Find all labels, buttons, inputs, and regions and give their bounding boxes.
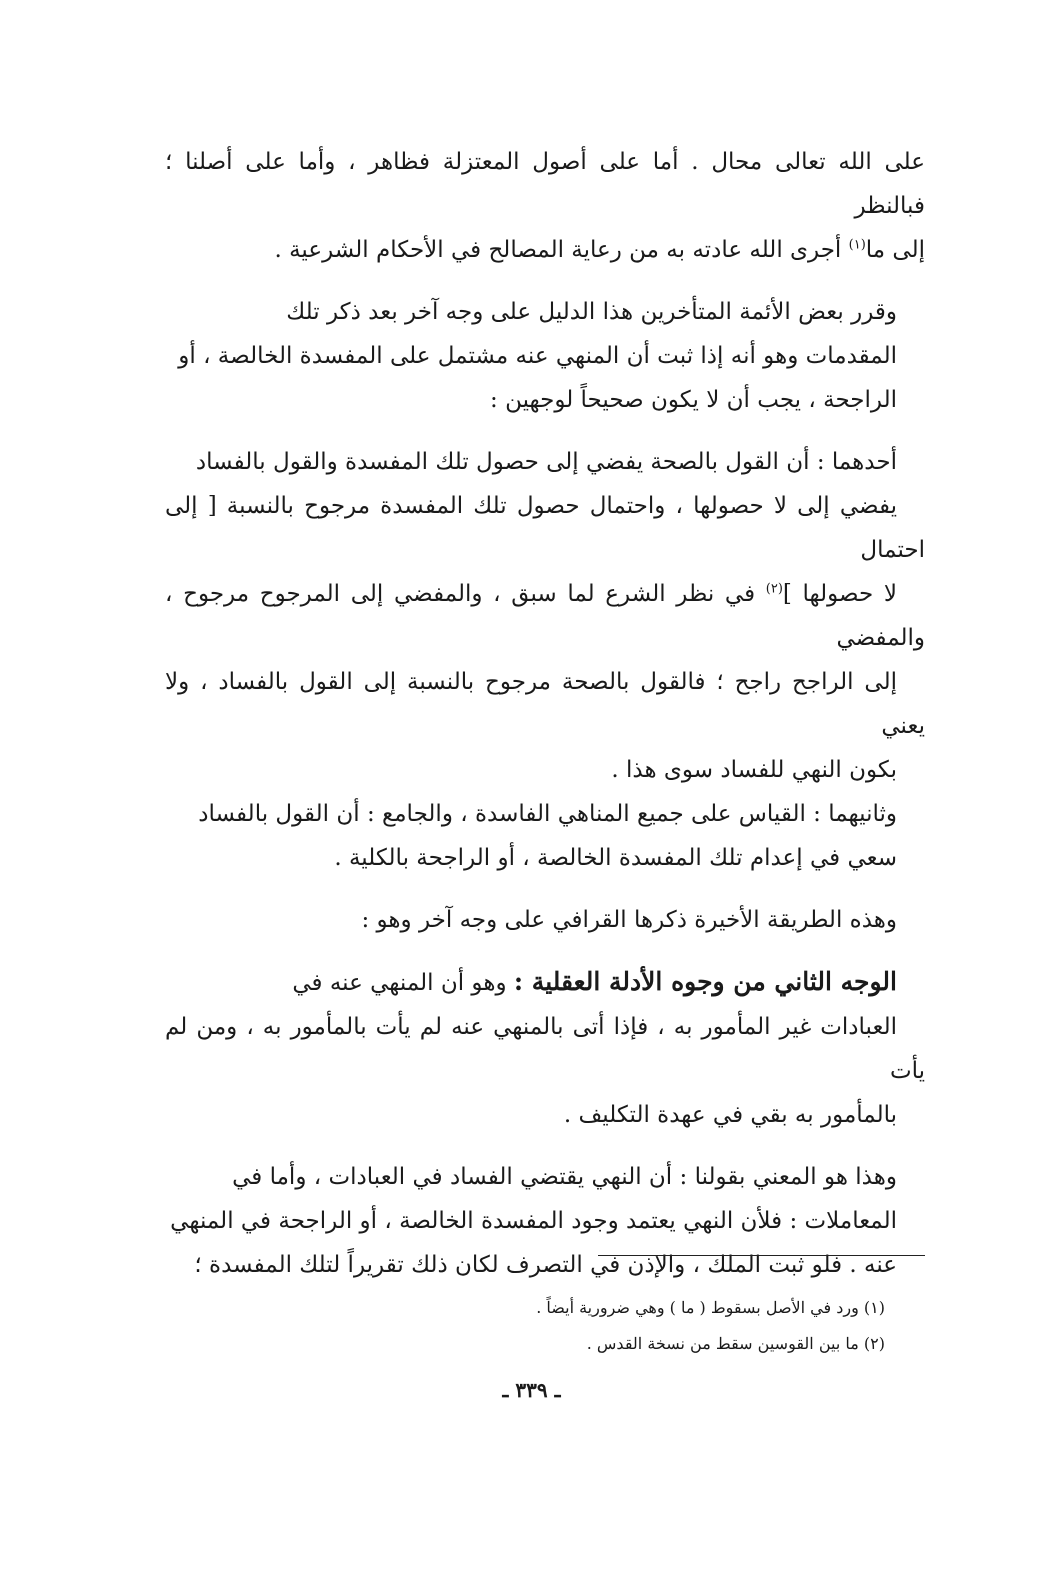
text-line: عنه . فلو ثبت الملك ، والإذن في التصرف لكان ذلك تقريراً لتلك المفسدة ؛ <box>194 1252 897 1278</box>
footnote-marker-2: (٢) <box>765 581 783 597</box>
text-line: على الله تعالى محال . أما على أصول المعتزلة فظاهر ، وأما على أصلنا ؛ فبالنظر <box>165 149 925 219</box>
footnote-1: (١) ورد في الأصل بسقوط ( ما ) وهي ضرورية أيضاً . <box>536 1298 885 1317</box>
paragraph-2 <box>165 290 925 422</box>
text-line: سعي في إعدام تلك المفسدة الخالصة ، أو الراجحة بالكلية . <box>334 845 897 871</box>
text-line: وهذا هو المعني بقولنا : أن النهي يقتضي الفساد في العبادات ، وأما في <box>232 1164 897 1190</box>
text-line: وقرر بعض الأئمة المتأخرين هذا الدليل على وجه آخر بعد ذكر تلك <box>286 299 897 325</box>
footnote-2: (٢) ما بين القوسين سقط من نسخة القدس . <box>586 1334 885 1353</box>
text-line: الوجه الثاني من وجوه الأدلة العقلية : وهو أن المنهي عنه في <box>292 967 897 996</box>
text-line: أحدهما : أن القول بالصحة يفضي إلى حصول تلك المفسدة والقول بالفساد <box>195 449 897 475</box>
text-line: إلى ما$^{(١)}$ أجرى الله عادته به من رعاية المصالح في الأحكام الشرعية . <box>274 237 925 263</box>
footnotes <box>165 1290 885 1362</box>
text-line: وثانيهما : القياس على جميع المناهي الفاسدة ، والجامع : أن القول بالفساد <box>198 801 897 827</box>
paragraph-7 <box>165 1155 925 1287</box>
text-line: لا حصولها ]$^{(٢)}$ في نظر الشرع لما سبق ، والمفضي إلى المرجوح مرجوح ، والمفضي <box>165 581 925 651</box>
text-line: المعاملات : فلأن النهي يعتمد وجود المفسدة الخالصة ، أو الراجحة في المنهي <box>170 1208 897 1234</box>
text-line: بكون النهي للفساد سوى هذا . <box>611 757 897 783</box>
section-heading: الوجه الثاني من وجوه الأدلة العقلية : <box>513 967 897 996</box>
text-line: الراجحة ، يجب أن لا يكون صحيحاً لوجهين : <box>490 387 897 413</box>
text-line: العبادات غير المأمور به ، فإذا أتى بالمنهي عنه لم يأت بالمأمور به ، ومن لم يأت <box>165 1014 925 1084</box>
text-line: يفضي إلى لا حصولها ، واحتمال حصول تلك المفسدة مرجوح بالنسبة [ إلى احتمال <box>165 493 925 563</box>
paragraph-5 <box>165 898 925 942</box>
text-line: المقدمات وهو أنه إذا ثبت أن المنهي عنه مشتمل على المفسدة الخالصة ، أو <box>178 343 897 369</box>
footnote-separator <box>598 1255 925 1256</box>
text-line: بالمأمور به بقي في عهدة التكليف . <box>563 1102 897 1128</box>
paragraph-6 <box>165 960 925 1137</box>
page-number: ـ ٣٣٩ ـ <box>502 1378 561 1402</box>
paragraph-1 <box>165 140 925 272</box>
body-text <box>165 140 925 1287</box>
footnote-marker-1: (١) <box>848 237 866 253</box>
text-line: وهذه الطريقة الأخيرة ذكرها القرافي على وجه آخر وهو : <box>361 907 897 933</box>
paragraph-4 <box>165 792 925 880</box>
text-line: إلى الراجح راجح ؛ فالقول بالصحة مرجوح بالنسبة إلى القول بالفساد ، ولا يعني <box>165 669 925 739</box>
paragraph-3 <box>165 440 925 792</box>
